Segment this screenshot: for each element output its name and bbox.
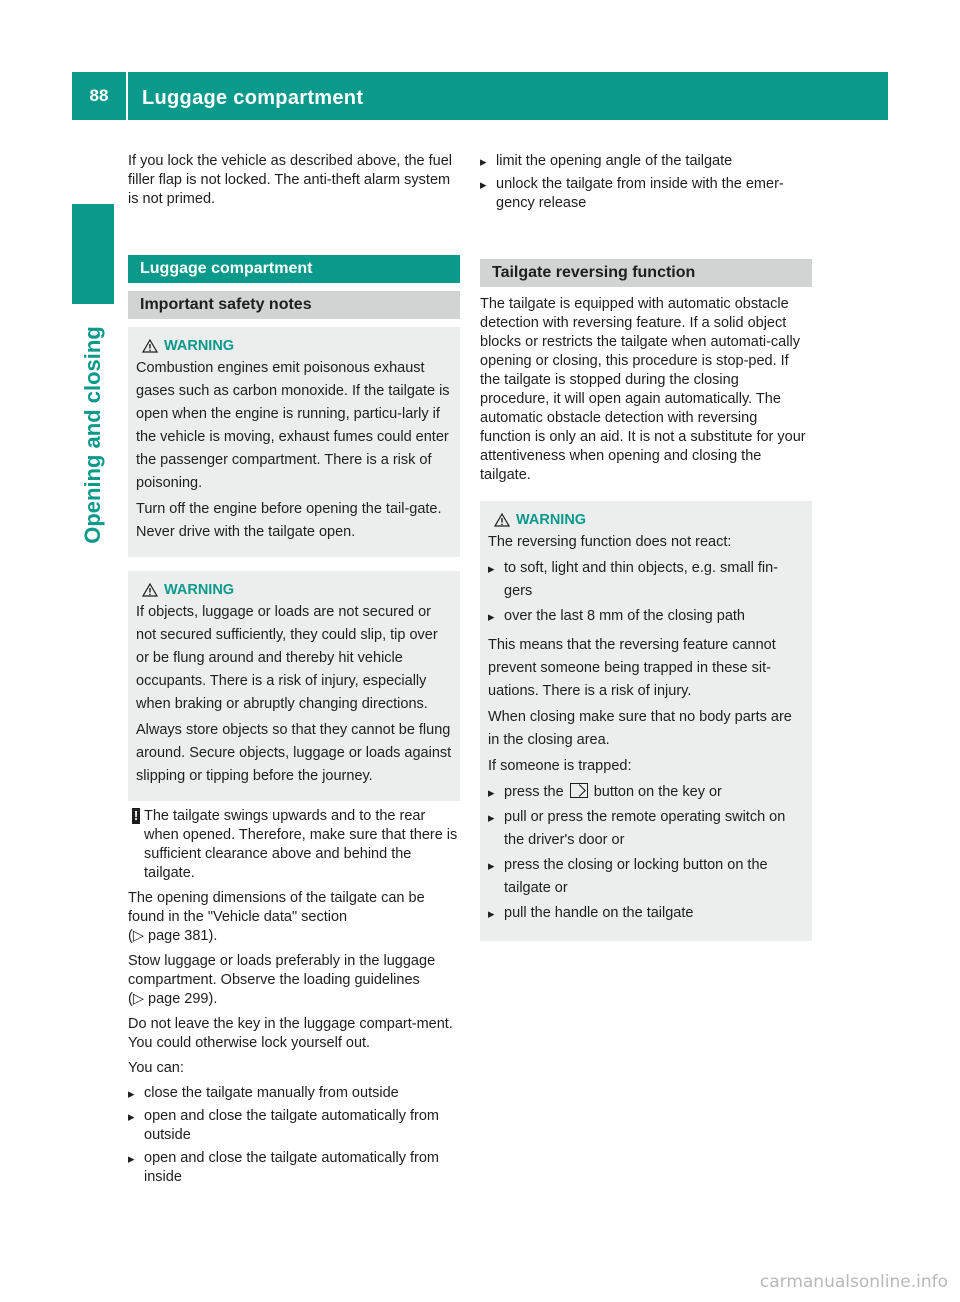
subsection-heading-safety: Important safety notes [128,291,460,319]
right-column [480,152,812,941]
page-header [72,72,888,120]
side-tab-marker [72,204,114,304]
tailgate-button-icon [570,783,588,798]
note-exclamation-icon: ! [133,808,139,823]
warning-triangle-icon [494,513,510,527]
warning-bullet-list [488,557,804,628]
bullet-list-options-continued [480,152,812,213]
warning-text: If someone is trapped: [488,758,632,774]
page-number: 88 [89,86,109,105]
list-item: ▸ open and close the tailgate automatically from outside [128,1107,460,1145]
warning-box-objects [128,571,460,801]
warning-text: Combustion engines emit poisonous exhaust gases such as carbon monoxide. If the tailgate is open when the engine is running, particu-larly if the vehicle is moving, exhaust fumes could enter the passenger compartment. There is a risk of poisoning. [136,360,450,491]
list-item: ▸ over the last 8 mm of the closing path [488,605,804,628]
paragraph-key: Do not leave the key in the luggage compart-ment. You could otherwise lock yourself out. [128,1016,453,1051]
list-item-press-key [488,781,804,804]
warning-heading [136,335,452,357]
list-item: ▸ unlock the tailgate from inside with the emer-gency release [480,175,812,213]
page-reference-link[interactable]: (▷ page 299). [128,991,218,1007]
list-item: ▸ to soft, light and thin objects, e.g. small fin-gers [488,557,804,603]
warning-text: Always store objects so that they cannot be flung around. Secure objects, luggage or loads against slipping or tipping before the journey. [136,722,452,784]
intro-paragraph: If you lock the vehicle as described above, the fuel filler flap is not locked. The anti-theft alarm system is not primed. [128,153,453,207]
warning-triangle-icon [142,583,158,597]
header-divider [126,72,128,120]
warning-heading [488,509,804,531]
list-item: ▸ limit the opening angle of the tailgate [480,152,812,171]
press-text: press the [504,784,564,800]
list-item: ▸ close the tailgate manually from outside [128,1084,460,1103]
paragraph-dimensions: The opening dimensions of the tailgate can be found in the "Vehicle data" section [128,890,425,925]
warning-text: The reversing function does not react: [488,534,732,550]
chapter-side-label [72,320,114,550]
warning-label: WARNING [164,581,235,598]
paragraph-stow: Stow luggage or loads preferably in the luggage compartment. Observe the loading guidelines [128,953,436,988]
warning-bullet-list-trapped [488,781,804,925]
paragraph-you-can: You can: [128,1060,184,1076]
warning-text: When closing make sure that no body parts are in the closing area. [488,709,792,748]
warning-text: Turn off the engine before opening the tail-gate. Never drive with the tailgate open. [136,501,442,540]
warning-label: WARNING [516,511,587,528]
warning-heading [136,579,452,601]
page-reference-link[interactable]: (▷ page 381). [128,928,218,944]
list-item: ▸ pull the handle on the tailgate [488,902,804,925]
left-column [128,152,460,1193]
list-item: ▸ pull or press the remote operating switch on the driver's door or [488,806,804,852]
section-heading: Luggage compartment [128,255,460,283]
note-item [128,807,460,883]
watermark-text: carmanualsonline.info [759,1272,948,1292]
chapter-side-label-text: Opening and closing [80,326,105,544]
list-item: ▸ press the closing or locking button on the tailgate or [488,854,804,900]
paragraph-reversing: The tailgate is equipped with automatic obstacle detection with reversing feature. If a solid object blocks or restricts the tailgate when automati-cally opening or closing, this procedure is stop-ped. If the tailgate is stopped during the closing procedure, it will open again automatically. The automatic obstacle detection with reversing function is only an aid. It is not a substitute for your attentiveness when opening and closing the tailgate. [480,296,806,483]
warning-text: If objects, luggage or loads are not secured or not secured sufficiently, they could slip, tip over or be flung around and thereby hit vehicle occupants. There is a risk of injury, especially when braking or abruptly changing directions. [136,604,438,712]
press-text-after: button on the key or [593,784,722,800]
warning-box-reversing [480,501,812,941]
subsection-heading-reversing: Tailgate reversing function [480,259,812,287]
list-item: ▸ open and close the tailgate automatically from inside [128,1149,460,1187]
page-title: Luggage compartment [142,87,364,109]
note-text: The tailgate swings upwards and to the rear when opened. Therefore, make sure that there is sufficient clearance above and behind the tailgate. [144,808,458,881]
bullet-list-options [128,1084,460,1187]
warning-text: This means that the reversing feature cannot prevent someone being trapped in these sit-uations. There is a risk of injury. [488,637,776,699]
warning-triangle-icon [142,339,158,353]
warning-label: WARNING [164,337,235,354]
warning-box-exhaust [128,327,460,557]
